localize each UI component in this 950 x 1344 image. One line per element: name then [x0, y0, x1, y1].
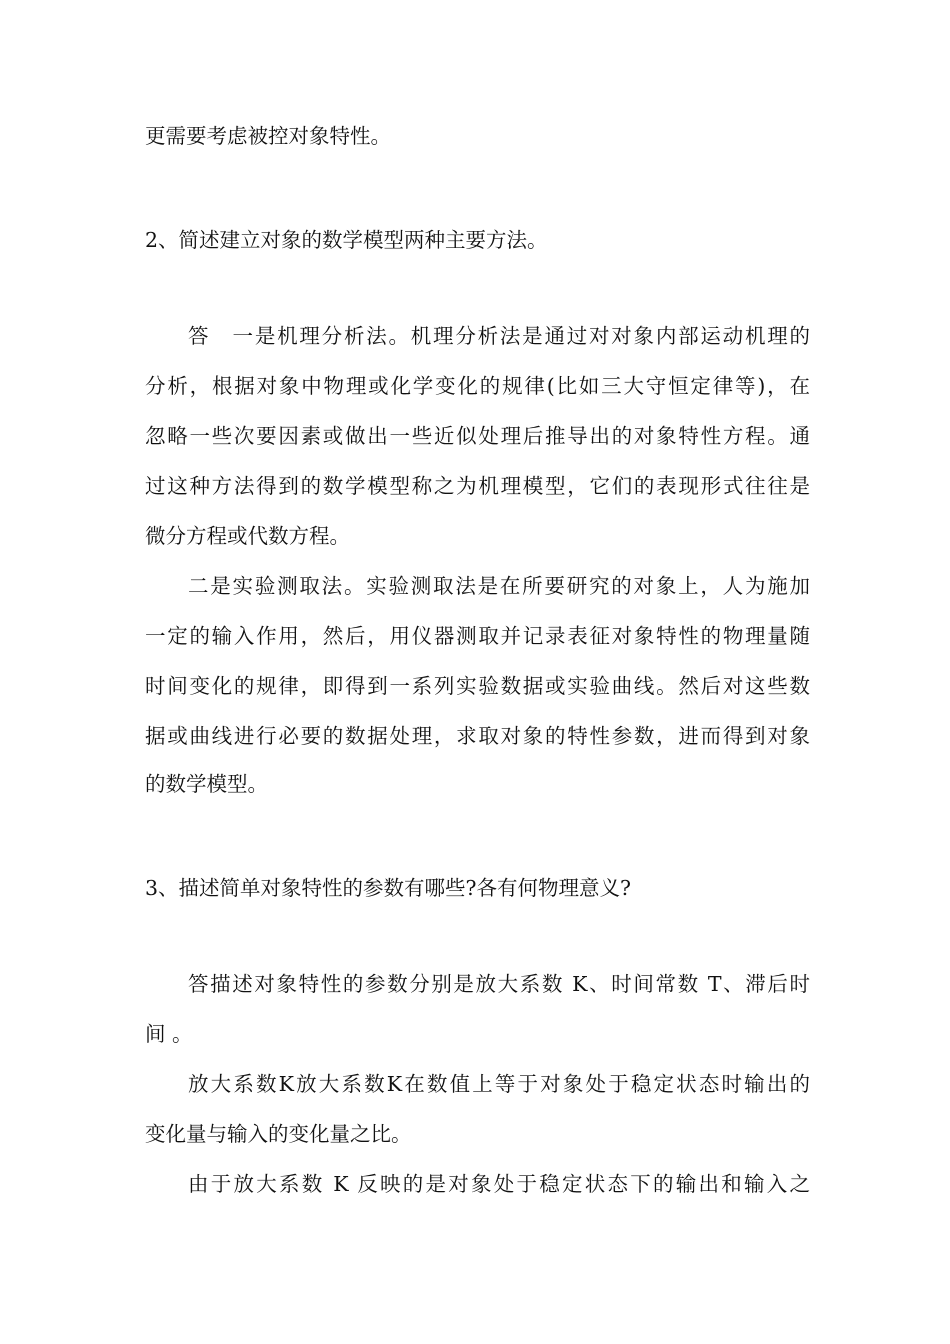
answer-line: 的数学模型。 [145, 772, 268, 796]
answer-line: 间 。 [145, 1022, 193, 1046]
answer-line: 微分方程或代数方程。 [145, 524, 350, 548]
paragraph-line: 更需要考虑被控对象特性。 [145, 124, 391, 148]
answer-line: 一定的输入作用，然后，用仪器测取并记录表征对象特性的物理量随 [145, 624, 810, 648]
answer-line: 时间变化的规律，即得到一系列实验数据或实验曲线。然后对这些数 [145, 674, 810, 698]
answer-line: 忽略一些次要因素或做出一些近似处理后推导出的对象特性方程。通 [145, 424, 810, 448]
answer-line: 分析，根据对象中物理或化学变化的规律(比如三大守恒定律等)，在 [145, 374, 810, 398]
answer-line: 答描述对象特性的参数分别是放大系数 K、时间常数 T、滞后时 [188, 972, 810, 996]
answer-line: 二是实验测取法。实验测取法是在所要研究的对象上，人为施加 [188, 574, 810, 598]
answer-line: 变化量与输入的变化量之比。 [145, 1122, 412, 1146]
answer-line: 据或曲线进行必要的数据处理，求取对象的特性参数，进而得到对象 [145, 724, 810, 748]
question-heading: 3、描述简单对象特性的参数有哪些?各有何物理意义? [145, 876, 632, 900]
question-heading: 2、简述建立对象的数学模型两种主要方法。 [145, 228, 548, 252]
answer-line: 答 一是机理分析法。机理分析法是通过对对象内部运动机理的 [188, 324, 810, 348]
answer-line: 放大系数K放大系数K在数值上等于对象处于稳定状态时输出的 [188, 1072, 810, 1096]
answer-line: 过这种方法得到的数学模型称之为机理模型，它们的表现形式往往是 [145, 474, 810, 498]
answer-line: 由于放大系数 K 反映的是对象处于稳定状态下的输出和输入之 [188, 1172, 810, 1196]
